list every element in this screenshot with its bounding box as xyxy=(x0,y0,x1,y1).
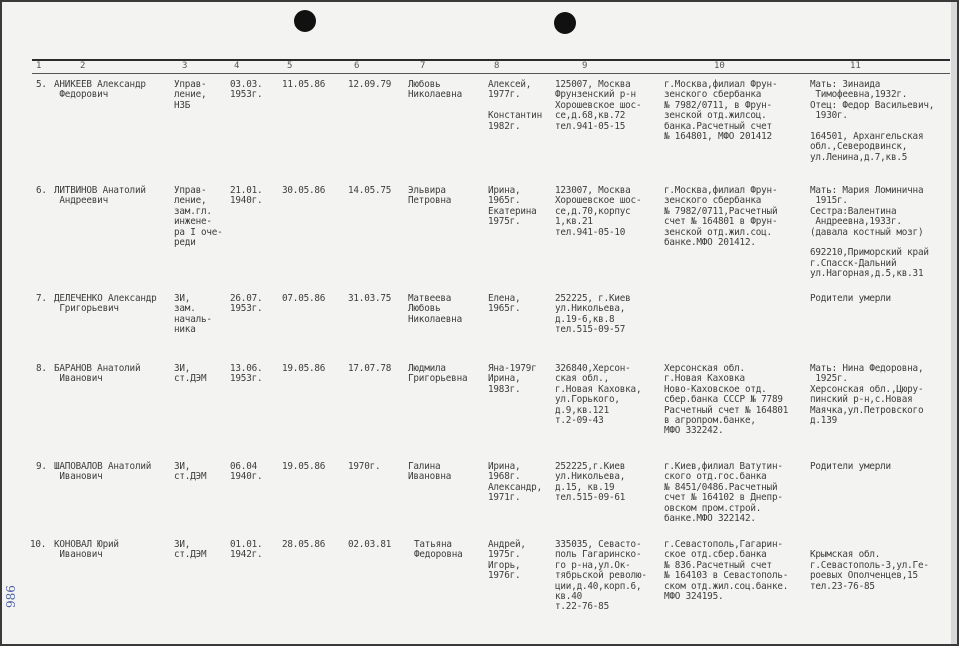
date-col5: 07.05.86 xyxy=(282,293,326,304)
department: Управ- ление, НЗБ xyxy=(174,79,207,111)
children: Елена, 1965г. xyxy=(488,293,521,315)
bank-details: Херсонская обл. г.Новая Каховка Ново-Каховское отд. сбер.банка СССР № 7789 Расчетный счет № 164801 в агропром.банке, МФО 332242. xyxy=(664,363,789,437)
spouse-name: Матвеева Любовь Николаевна xyxy=(408,293,462,325)
date-col6: 17.07.78 xyxy=(348,363,392,374)
column-number: 6 xyxy=(354,61,360,71)
column-number: 8 xyxy=(494,61,500,71)
bank-details: г.Москва,филиал Фрун- зенского сбербанка № 7982/0711,Расчетный счет № 164801 в Фрун- зенской отд.жил.соц. банке.МФО 201412. xyxy=(664,185,778,249)
document-page xyxy=(2,2,957,644)
column-number: 2 xyxy=(80,61,86,71)
birth-date: 06.04 1940г. xyxy=(230,461,263,483)
spouse-name: Эльвира Петровна xyxy=(408,185,452,207)
row-number: 7. xyxy=(36,293,47,304)
home-address: 335035, Севасто- поль Гагаринско- го р-на,ул.Ок- тябрьской револю- ции,д.40,корп.6, кв.40 т.22-76-85 xyxy=(555,539,647,613)
birth-date: 01.01. 1942г. xyxy=(230,539,263,561)
children: Яна-1979г Ирина, 1983г. xyxy=(488,363,537,395)
department: ЗИ, зам. началь- ника xyxy=(174,293,212,336)
column-number: 11 xyxy=(850,61,861,71)
date-col6: 14.05.75 xyxy=(348,185,392,196)
date-col5: 19.05.86 xyxy=(282,461,326,472)
date-col5: 28.05.86 xyxy=(282,539,326,550)
column-number: 9 xyxy=(582,61,588,71)
birth-date: 13.06. 1953г. xyxy=(230,363,263,385)
header-rule xyxy=(32,59,950,61)
person-name: ШАПОВАЛОВ Анатолий Иванович xyxy=(54,461,152,483)
bank-details: г.Москва,филиал Фрун- зенского сбербанка № 7982/0711, в Фрун- зенской отд.жилсоц. банка.Расчетный счет № 164801, МФО 201412 xyxy=(664,79,778,143)
home-address: 123007, Москва Хорошевское шос- се,д.70,корпус 1,кв.21 тел.941-05-10 xyxy=(555,185,642,238)
header-rule xyxy=(32,73,950,74)
column-number: 1 xyxy=(36,61,42,71)
relatives: Мать: Нина Федоровна, 1925г. Херсонская обл.,Цюру- пинский р-н,с.Новая Маячка,ул.Петровского д.139 xyxy=(810,363,924,427)
relatives: Мать: Мария Ломинична 1915г. Сестра:Валентина Андреевна,1933г. (давала костный мозг) 692210,Приморский край г.Спасск-Дальний ул.Нагорная,д.5,кв.31 xyxy=(810,185,929,280)
person-name: КОНОВАЛ Юрий Иванович xyxy=(54,539,119,561)
date-col5: 19.05.86 xyxy=(282,363,326,374)
children: Алексей, 1977г. Константин 1982г. xyxy=(488,79,542,132)
birth-date: 03.03. 1953г. xyxy=(230,79,263,101)
relatives: Крымская обл. г.Севастополь-3,ул.Ге- роевых Ополченцев,15 тел.23-76-85 xyxy=(810,549,929,592)
punch-hole xyxy=(294,10,316,32)
column-number: 7 xyxy=(420,61,426,71)
date-col5: 11.05.86 xyxy=(282,79,326,90)
relatives: Родители умерли xyxy=(810,293,891,304)
home-address: 125007, Москва Фрунзенский р-н Хорошевское шос- се,д.68,кв.72 тел.941-05-15 xyxy=(555,79,642,132)
date-col6: 1970г. xyxy=(348,461,381,472)
date-col6: 02.03.81 xyxy=(348,539,392,550)
birth-date: 26.07. 1953г. xyxy=(230,293,263,315)
person-name: ЛИТВИНОВ Анатолий Андреевич xyxy=(54,185,146,207)
spouse-name: Галина Ивановна xyxy=(408,461,452,483)
relatives: Мать: Зинаида Тимофеевна,1932г. Отец: Федор Васильевич, 1930г. 164501, Архангельская обл.,Северодвинск, ул.Ленина,д.7,кв.5 xyxy=(810,79,935,163)
row-number: 5. xyxy=(36,79,47,90)
bank-details: г.Киев,филиал Ватутин- ского отд.гос.банка № 8451/0486.Расчетный счет № 164102 в Днепр- овском пром.строй. банке.МФО 322142. xyxy=(664,461,783,525)
date-col6: 12.09.79 xyxy=(348,79,392,90)
page-number-handwritten: 986 xyxy=(4,585,18,608)
spouse-name: Любовь Николаевна xyxy=(408,79,462,101)
row-number: 8. xyxy=(36,363,47,374)
children: Ирина, 1968г. Александр, 1971г. xyxy=(488,461,542,504)
row-number: 10. xyxy=(30,539,47,550)
person-name: ДЕЛЕЧЕНКО Александр Григорьевич xyxy=(54,293,157,315)
home-address: 252225,г.Киев ул.Никольева, д.15, кв.19 тел.515-09-61 xyxy=(555,461,626,504)
department: ЗИ, ст.ДЭМ xyxy=(174,461,207,483)
punch-hole xyxy=(554,12,576,34)
birth-date: 21.01. 1940г. xyxy=(230,185,263,207)
department: Управ- ление, зам.гл. инжене- ра I оче- реди xyxy=(174,185,223,249)
column-number: 3 xyxy=(182,61,188,71)
bank-details: г.Севастополь,Гагарин- ское отд.сбер.банка № 836.Расчетный счет № 164103 в Севастополь- ском отд.жил.соц.банке. МФО 324195. xyxy=(664,539,789,603)
column-number: 4 xyxy=(234,61,240,71)
date-col5: 30.05.86 xyxy=(282,185,326,196)
relatives: Родители умерли xyxy=(810,461,891,472)
home-address: 326840,Херсон- ская обл., г.Новая Каховка, ул.Горького, д.9,кв.121 т.2-09-43 xyxy=(555,363,642,427)
person-name: АНИКЕЕВ Александр Федорович xyxy=(54,79,146,101)
spouse-name: Людмила Григорьевна xyxy=(408,363,468,385)
department: ЗИ, ст.ДЭМ xyxy=(174,539,207,561)
person-name: БАРАНОВ Анатолий Иванович xyxy=(54,363,141,385)
column-number: 5 xyxy=(287,61,293,71)
children: Андрей, 1975г. Игорь, 1976г. xyxy=(488,539,526,582)
home-address: 252225, г.Киев ул.Никольева, д.19-6,кв.8 тел.515-09-57 xyxy=(555,293,631,336)
spouse-name: Татьяна Федоровна xyxy=(414,539,463,561)
column-number: 10 xyxy=(714,61,725,71)
row-number: 9. xyxy=(36,461,47,472)
row-number: 6. xyxy=(36,185,47,196)
children: Ирина, 1965г. Екатерина 1975г. xyxy=(488,185,537,228)
date-col6: 31.03.75 xyxy=(348,293,392,304)
department: ЗИ, ст.ДЭМ xyxy=(174,363,207,385)
